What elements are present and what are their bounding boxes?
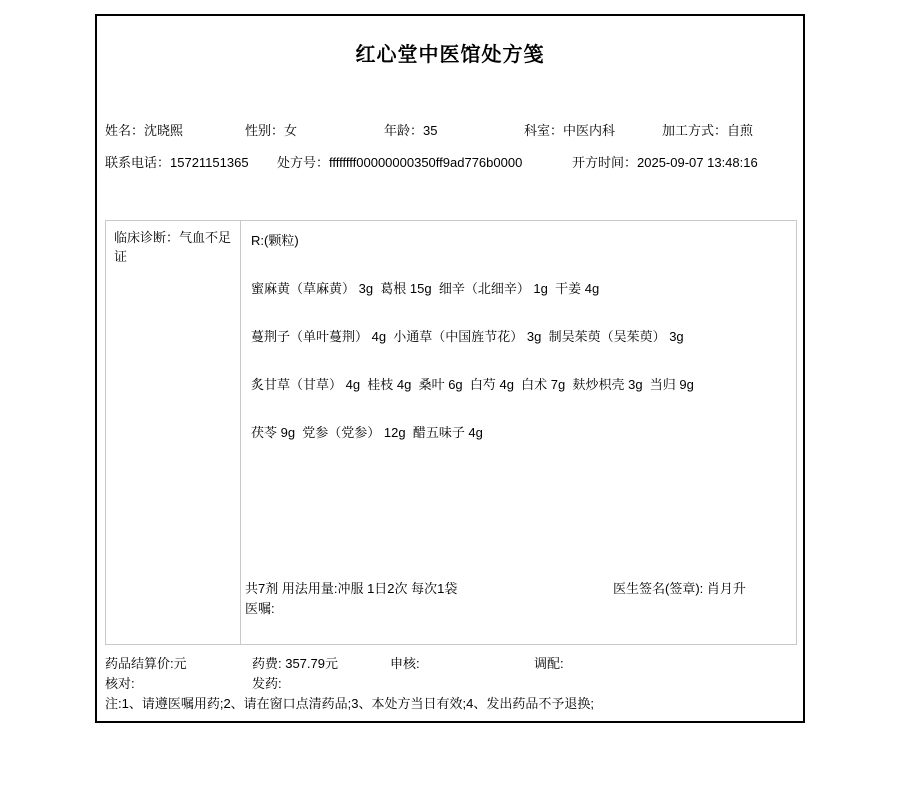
patient-age: 年龄：35: [384, 123, 438, 138]
clinical-diagnosis: 临床诊断：气血不足证: [106, 221, 241, 644]
prescribe-time: 开方时间：2025-09-07 13:48:16: [572, 155, 758, 170]
dispense-label: 发药:: [252, 676, 282, 691]
medicine-line: 蜜麻黄（草麻黄） 3g 葛根 15g 细辛（北细辛） 1g 干姜 4g: [251, 281, 600, 296]
medicine-line: 茯苓 9g 党参（党参） 12g 醋五味子 4g: [251, 425, 483, 440]
rx-header: R:(颗粒): [251, 233, 299, 248]
usage-instructions: 共7剂 用法用量:冲服 1日2次 每次1袋: [245, 581, 458, 596]
settlement-price-label: 药品结算价:元: [105, 656, 187, 671]
patient-name: 姓名：沈晓熙: [105, 123, 184, 138]
review-label: 申核:: [390, 656, 420, 671]
prescription-table: [105, 220, 797, 645]
contact-phone: 联系电话：15721151365: [105, 155, 249, 170]
medicine-line: 蔓荆子（单叶蔓荆） 4g 小通草（中国旌节花） 3g 制吴茱萸（吴茱萸） 3g: [251, 329, 684, 344]
prescription-notes: 注:1、请遵医嘱用药;2、请在窗口点清药品;3、本处方当日有效;4、发出药品不予退换;: [105, 696, 594, 711]
prescription-body: [241, 221, 796, 644]
medicine-fee: 药费: 357.79元: [252, 656, 338, 671]
processing-method: 加工方式：自煎: [662, 123, 754, 138]
doctor-advice-label: 医嘱:: [245, 601, 275, 616]
patient-gender: 性别：女: [245, 123, 298, 138]
prescription-frame: [95, 14, 805, 723]
prepare-label: 调配:: [534, 656, 564, 671]
prescription-number: 处方号：ffffffff00000000350ff9ad776b0000: [277, 155, 523, 170]
page-title: 红心堂中医馆处方笺: [355, 44, 545, 66]
check-label: 核对:: [105, 676, 135, 691]
doctor-signature: 医生签名(签章): 肖月升: [613, 581, 746, 596]
medicine-line: 炙甘草（甘草） 4g 桂枝 4g 桑叶 6g 白芍 4g 白术 7g 麸炒枳壳 3g 当归 9g: [251, 377, 694, 392]
department: 科室：中医内科: [524, 123, 616, 138]
